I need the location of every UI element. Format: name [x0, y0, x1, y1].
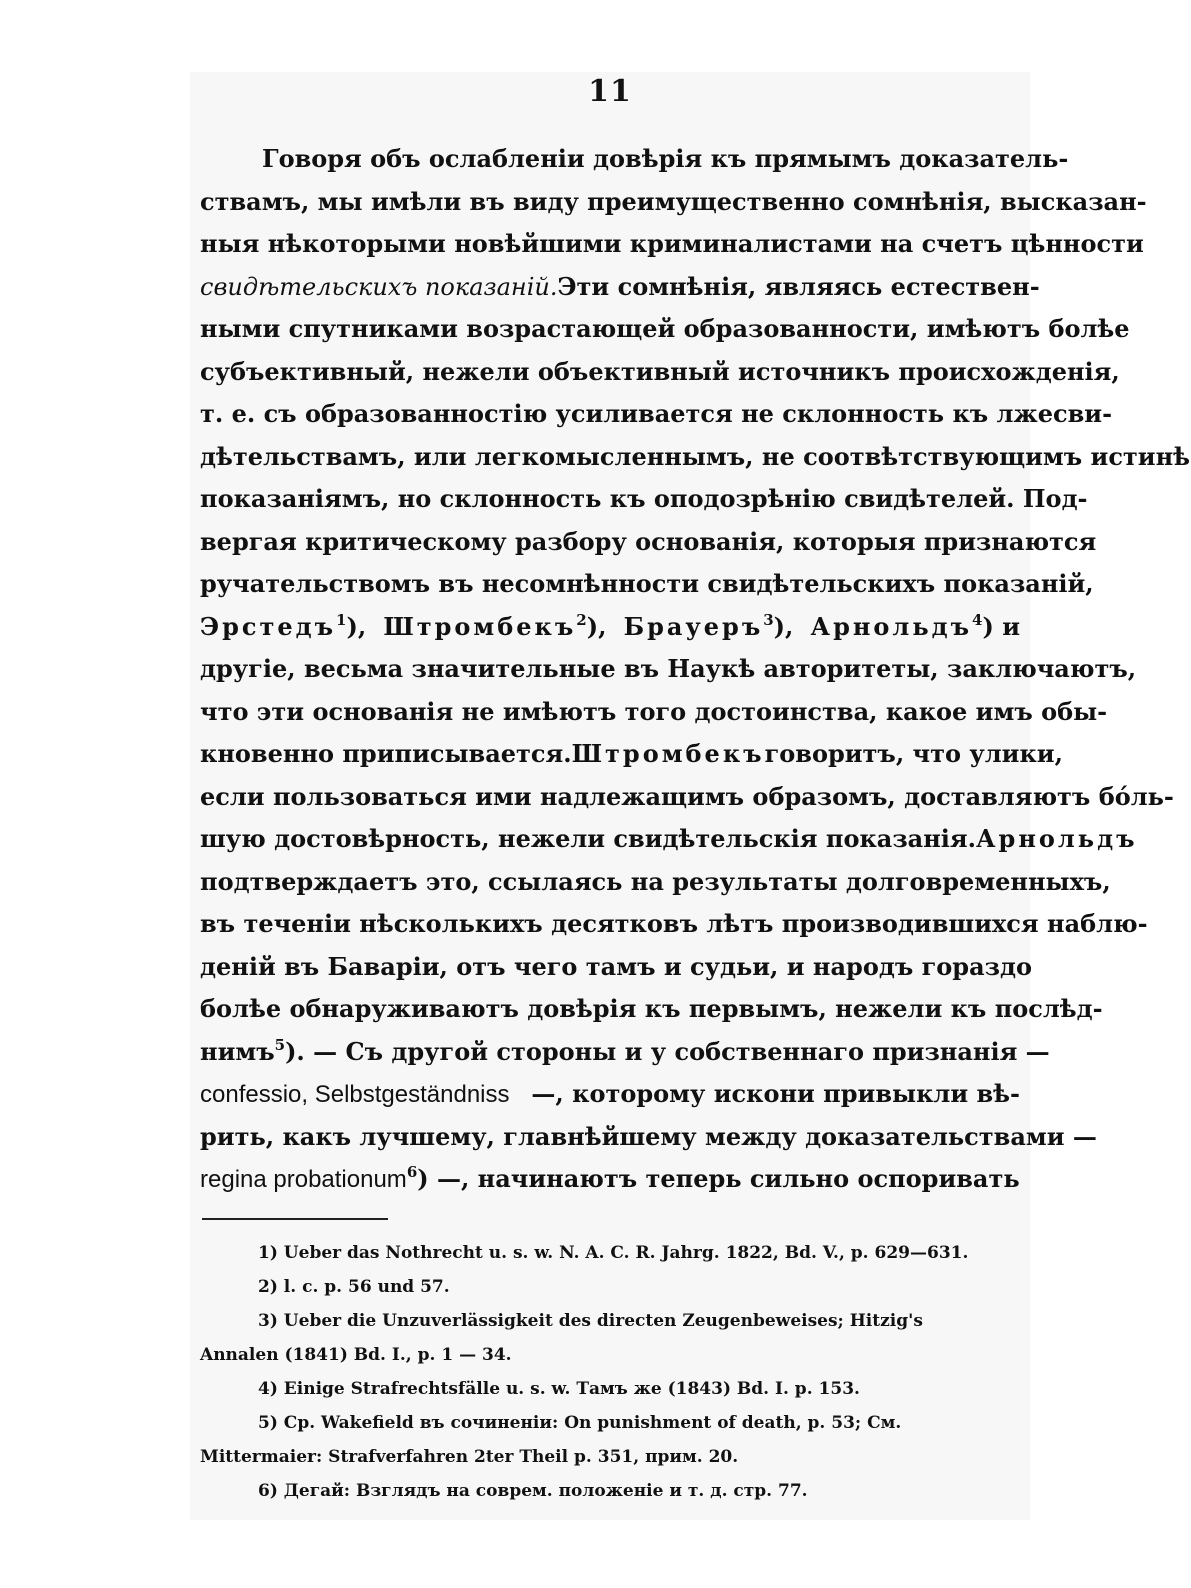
author-name: Арнольдъ [810, 611, 973, 641]
footnote-marker: 6) [258, 1481, 278, 1501]
text-line [200, 266, 1040, 309]
footnote-line [200, 1474, 1020, 1508]
footnote-marker: 1) [258, 1243, 278, 1263]
footnote [200, 1304, 1020, 1372]
author-name: Штромбекъ [571, 739, 765, 768]
footnote-line [200, 1406, 1020, 1440]
footnote-text: Annalen (1841) Bd. I., p. 1 — 34. [200, 1345, 512, 1365]
text-line [200, 223, 1144, 266]
punctuation: ), [346, 611, 367, 641]
footnote-text: Ueber die Unzuverlässigkeit des directen Zeugenbeweises; Hitzig's [283, 1311, 923, 1331]
author-citation [811, 606, 1020, 649]
text-line [200, 563, 1094, 606]
text-line [200, 946, 1032, 989]
book-page [190, 72, 1191, 1520]
text-segment: что эти основанія не имѣютъ того достоинства, какое имъ обы- [200, 696, 1108, 726]
footnote-ref: 4 [972, 610, 983, 629]
text-line [200, 861, 1111, 904]
footnote-separator [202, 1218, 388, 1220]
footnote-ref: 5 [274, 1035, 286, 1054]
footnote-text: Mittermaier: Strafverfahren 2ter Theil p. 351, прим. 20. [200, 1447, 739, 1467]
latin-phrase: regina probationum [200, 1166, 407, 1193]
footnotes [200, 1236, 1020, 1508]
footnote-line [200, 1372, 1020, 1406]
footnote-marker: 2) [258, 1277, 278, 1297]
punctuation: ) и [982, 611, 1020, 641]
punctuation: ), [586, 611, 607, 641]
text-line [200, 1031, 1050, 1074]
punctuation: ), [773, 611, 794, 641]
text-segment: другіе, весьма значительные въ Наукѣ авторитеты, заключаютъ, [200, 654, 1137, 683]
text-line [200, 818, 1138, 861]
text-segment: т. е. съ образованностію усиливается не склонность къ лжесви- [200, 399, 1113, 428]
footnote [200, 1372, 1020, 1406]
author-name: Эрстедъ [200, 611, 337, 641]
footnote-text: Cp. Wakefield въ сочиненіи: On punishment of death, p. 53; См. [283, 1413, 902, 1433]
text-line [200, 521, 1097, 564]
author-name: Штромбекъ [383, 611, 577, 641]
text-segment: дѣтельствамъ, или легкомысленнымъ, не соотвѣтствующимъ истинѣ [200, 441, 1191, 471]
text-line [200, 988, 1103, 1031]
text-segment: говоритъ, что улики, [764, 739, 1063, 768]
text-line [200, 691, 1108, 734]
footnote-marker: 5) [258, 1413, 278, 1433]
footnote [200, 1474, 1020, 1508]
author-citation [624, 606, 794, 649]
footnote-ref: 6 [406, 1163, 418, 1181]
text-line [200, 478, 1088, 521]
text-word: ) —, начинаютъ теперь сильно оспоривать [417, 1164, 1020, 1193]
text-line [200, 903, 1148, 946]
footnote-marker: 4) [258, 1379, 278, 1399]
author-citation [200, 606, 366, 649]
text-word: нимъ [200, 1036, 275, 1066]
text-line [200, 181, 1147, 224]
footnote-ref: 1 [336, 610, 347, 629]
text-segment: Говоря объ ослабленіи довѣрія къ прямымъ доказатель- [262, 144, 1069, 173]
footnote-line [200, 1338, 1020, 1372]
author-name: Брауеръ [623, 611, 764, 641]
text-line [200, 648, 1137, 691]
text-segment: субъективный, нежели объективный источникъ происхожденія, [200, 356, 1120, 386]
text-segment [200, 1158, 1020, 1202]
footnote [200, 1236, 1020, 1270]
text-segment: деній въ Баваріи, отъ чего тамъ и судьи, и народъ гораздо [200, 951, 1032, 981]
text-segment: шую достовѣрность, нежели свидѣтельскія показанія. [200, 824, 976, 853]
text-line [200, 436, 1191, 479]
author-citation [383, 606, 606, 649]
text-segment [200, 1031, 1050, 1074]
footnote-text: Einige Strafrechtsfälle u. s. w. Тамъ же (1843) Bd. I. p. 153. [283, 1379, 860, 1399]
text-word: ). — Съ другой стороны и у собственнаго признанія — [285, 1036, 1050, 1066]
text-segment: ручательствомъ въ несомнѣнности свидѣтельскихъ показаній, [200, 569, 1094, 598]
text-segment: подтверждаетъ это, ссылаясь на результаты долговременныхъ, [200, 866, 1111, 896]
italic-phrase: свидѣтельскихъ показаній. [200, 272, 558, 301]
text-line [200, 351, 1120, 394]
text-segment: показаніямъ, но склонность къ оподозрѣнію свидѣтелей. Под- [200, 484, 1088, 513]
text-line [200, 776, 1174, 819]
footnote-ref: 2 [576, 610, 587, 629]
text-line [200, 138, 1069, 181]
footnote-line [200, 1304, 1020, 1338]
text-line [200, 393, 1113, 436]
text-line [200, 1116, 1097, 1159]
text-segment: кновенно приписывается. [200, 739, 572, 768]
text-line-authors [200, 606, 1020, 649]
text-segment: если пользоваться ими надлежащимъ образомъ, доставляютъ бóль- [200, 781, 1174, 811]
main-text [200, 138, 1191, 1201]
footnote-text: l. c. p. 56 und 57. [283, 1277, 450, 1297]
footnote-marker: 3) [258, 1311, 278, 1331]
text-line [200, 1073, 1020, 1116]
text-segment: рить, какъ лучшему, главнѣйшему между доказательствами — [200, 1121, 1097, 1151]
text-segment: болѣе обнаруживаютъ довѣрія къ первымъ, нежели къ послѣд- [200, 994, 1103, 1023]
footnote [200, 1406, 1020, 1474]
footnote-line [200, 1440, 1020, 1474]
latin-phrase: confessio, Selbstgeständniss [200, 1081, 510, 1108]
footnote-line [200, 1236, 1020, 1270]
text-segment: Эти сомнѣнія, являясь естествен- [557, 271, 1040, 301]
text-segment: ствамъ, мы имѣли въ виду преимущественно сомнѣнія, высказан- [200, 186, 1147, 216]
text-line [200, 1158, 1020, 1201]
text-segment: ныя нѣкоторыми новѣйшими криминалистами на счетъ цѣнности [200, 229, 1144, 258]
footnote-text: Дегай: Взглядъ на соврем. положеніе и т. д. стр. 77. [283, 1481, 808, 1501]
footnote-text: Ueber das Nothrecht u. s. w. N. A. C. R. Jahrg. 1822, Bd. V., p. 629—631. [283, 1243, 969, 1263]
page-number: 11 [588, 74, 632, 109]
text-line [200, 308, 1130, 351]
author-name: Арнольдъ [975, 824, 1138, 853]
text-segment: вергая критическому разбору основанія, которыя признаются [200, 526, 1097, 556]
footnote [200, 1270, 1020, 1304]
footnote-ref: 3 [763, 610, 774, 629]
text-line [200, 733, 1063, 776]
text-segment: ными спутниками возрастающей образованности, имѣютъ болѣе [200, 314, 1130, 343]
footnote-line [200, 1270, 1020, 1304]
text-segment: —, которому искони привыкли вѣ- [531, 1079, 1020, 1108]
text-segment: въ теченіи нѣсколькихъ десятковъ лѣтъ производившихся наблю- [200, 909, 1148, 938]
